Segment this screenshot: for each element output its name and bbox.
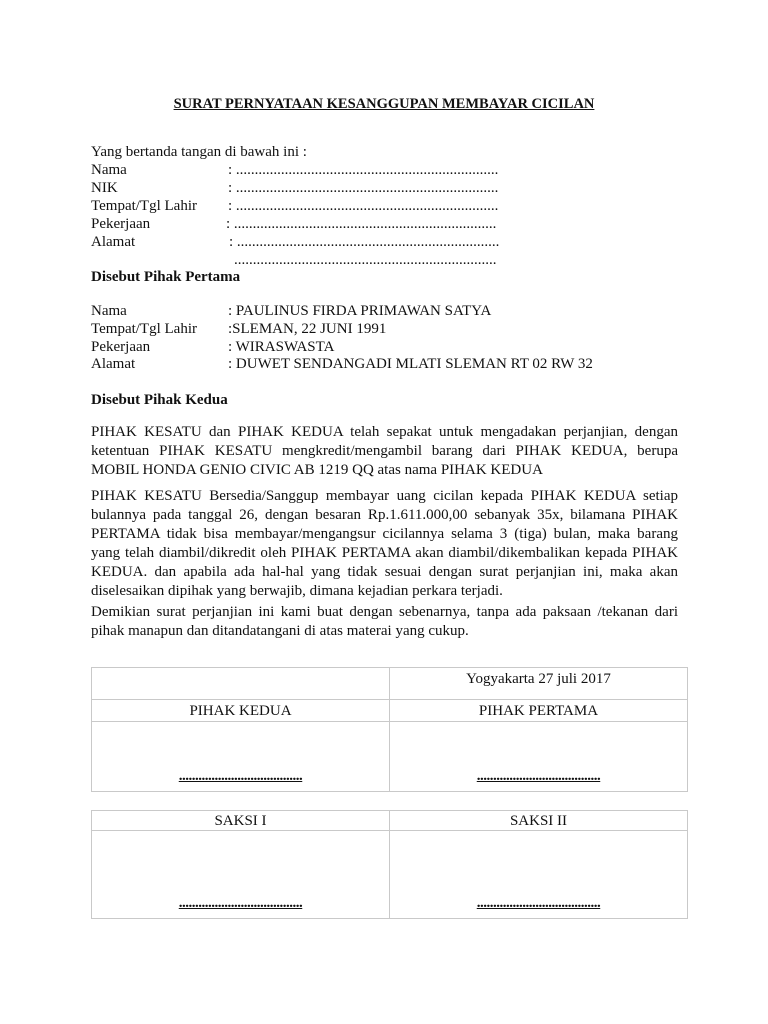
signature-line: ...................................... bbox=[178, 895, 303, 911]
signature-area-left bbox=[92, 722, 390, 792]
field-value: : ...................................................................... bbox=[228, 198, 499, 214]
field-value-continued: ...................................................................... bbox=[234, 252, 497, 268]
agreement-paragraph: PIHAK KESATU dan PIHAK KEDUA telah sepakat untuk mengadakan perjanjian, dengan ketentuan PIHAK KESATU mengkredit/mengambil barang dari PIHAK KEDUA, berupa MOBIL HONDA GENIO CIVIC AB 1219 QQ atas nama PIHAK KEDUA bbox=[91, 424, 678, 478]
field-label: Pekerjaan bbox=[91, 339, 151, 355]
signature-line: ...................................... bbox=[476, 895, 601, 911]
field-label: Nama bbox=[91, 303, 127, 319]
pihak-kedua-label: PIHAK KEDUA bbox=[92, 700, 390, 722]
field-label: Alamat bbox=[91, 356, 136, 372]
signature-table bbox=[91, 667, 688, 792]
witness-two-label: SAKSI II bbox=[390, 811, 688, 831]
place-date: Yogyakarta 27 juli 2017 bbox=[390, 668, 688, 700]
field-value: : ...................................................................... bbox=[228, 162, 499, 178]
payment-terms-paragraph: PIHAK KESATU Bersedia/Sanggup membayar uang cicilan kepada PIHAK KEDUA setiap bulannya pada tanggal 26, dengan besaran Rp.1.611.000,00 sebanyak 35x, bilamana PIHAK PERTAMA tidak bisa membayar/mengangsur cicilannya selama 3 (tiga) bulan, maka barang yang telah diambil/dikredit oleh PIHAK PERTAMA akan diambil/dikembalikan kepada PIHAK KEDUA. dan apabila ada hal-hal yang tidak sesuai dengan surat perjanjian ini, maka akan diselesaikan dipihak yang berwajib, dimana kejadian perkara terjadi. bbox=[91, 488, 678, 599]
field-value: : PAULINUS FIRDA PRIMAWAN SATYA bbox=[228, 303, 492, 319]
witness-one-label: SAKSI I bbox=[92, 811, 390, 831]
signature-line: ...................................... bbox=[178, 768, 303, 784]
empty-cell bbox=[92, 668, 390, 700]
field-label: Nama bbox=[91, 162, 127, 178]
field-value: : ...................................................................... bbox=[229, 234, 500, 250]
closing-paragraph: Demikian surat perjanjian ini kami buat dengan sebenarnya, tanpa ada paksaan /tekanan dari pihak manapun dan ditandatangani di atas materai yang cukup. bbox=[91, 604, 678, 639]
party-two-heading: Disebut Pihak Kedua bbox=[91, 392, 228, 408]
field-value: : DUWET SENDANGADI MLATI SLEMAN RT 02 RW 32 bbox=[228, 356, 593, 372]
field-value: : WIRASWASTA bbox=[228, 339, 335, 355]
field-label: Tempat/Tgl Lahir bbox=[91, 198, 197, 214]
witness-signature-left bbox=[92, 831, 390, 919]
document-title: SURAT PERNYATAAN KESANGGUPAN MEMBAYAR CICILAN bbox=[173, 96, 595, 112]
field-label: Alamat bbox=[91, 234, 136, 250]
party-one-heading: Disebut Pihak Pertama bbox=[91, 269, 241, 285]
signature-line: ...................................... bbox=[476, 768, 601, 784]
signature-area-right bbox=[390, 722, 688, 792]
field-label: Tempat/Tgl Lahir bbox=[91, 321, 197, 337]
intro-text: Yang bertanda tangan di bawah ini : bbox=[91, 144, 307, 160]
witness-table bbox=[91, 810, 688, 919]
pihak-pertama-label: PIHAK PERTAMA bbox=[390, 700, 688, 722]
witness-signature-right bbox=[390, 831, 688, 919]
field-value: : ...................................................................... bbox=[228, 180, 499, 196]
field-label: Pekerjaan bbox=[91, 216, 151, 232]
field-value: :SLEMAN, 22 JUNI 1991 bbox=[228, 321, 387, 337]
field-value: : ...................................................................... bbox=[226, 216, 497, 232]
field-label: NIK bbox=[91, 180, 118, 196]
